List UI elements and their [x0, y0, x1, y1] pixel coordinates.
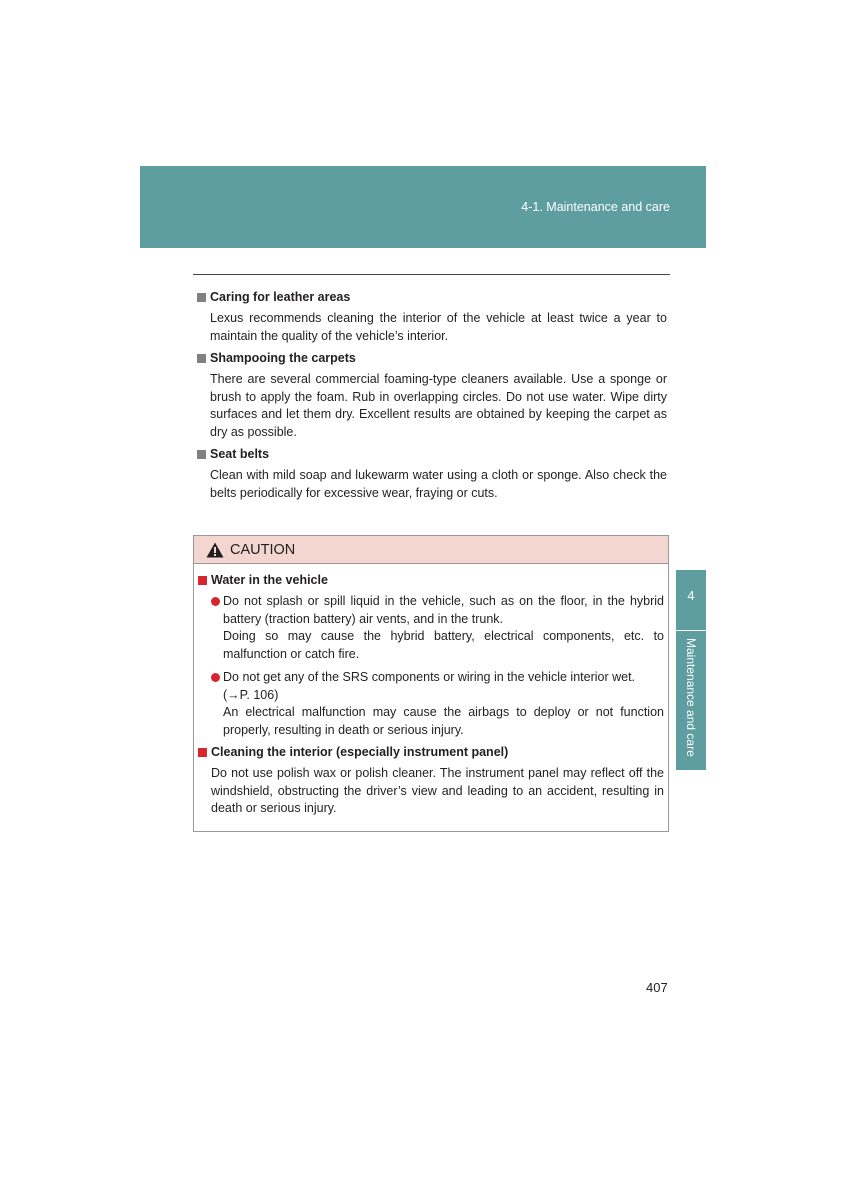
heading-text: Shampooing the carpets	[210, 351, 356, 365]
dot-bullet-icon	[211, 597, 220, 606]
section-body: Clean with mild soap and lukewarm water using a cloth or sponge. Also check the belts periodically for excessive wear, fraying or cuts.	[210, 468, 667, 500]
section-heading	[197, 351, 667, 365]
caution-heading	[198, 573, 664, 587]
caution-body	[194, 564, 668, 818]
page-reference: (→P. 106)	[223, 687, 279, 702]
square-bullet-icon	[197, 450, 206, 459]
chapter-tab	[676, 570, 706, 770]
section-title: 4-1. Maintenance and care	[521, 200, 670, 214]
caution-bullet	[211, 593, 664, 663]
caution-bullet	[211, 669, 664, 739]
page-number: 407	[646, 980, 668, 995]
warning-triangle-icon	[206, 542, 224, 558]
square-bullet-icon	[197, 354, 206, 363]
caution-box	[193, 535, 669, 832]
heading-text: Caring for leather areas	[210, 290, 351, 304]
bullet-text: Do not splash or spill liquid in the vehicle, such as on the floor, in the hybrid battery (traction battery) air vents, and in the trunk.	[223, 594, 664, 626]
bullet-note: An electrical malfunction may cause the airbags to deploy or not function properly, resulting in death or serious injury.	[223, 705, 664, 737]
heading-text: Seat belts	[210, 447, 270, 461]
bullet-text: Do not get any of the SRS components or wiring in the vehicle interior wet.	[223, 670, 636, 684]
bullet-content	[223, 593, 664, 663]
section-body: Lexus recommends cleaning the interior of the vehicle at least twice a year to maintain the quality of the vehicle’s interior.	[210, 311, 667, 343]
caution-header	[194, 536, 668, 564]
square-bullet-icon	[198, 576, 207, 585]
section-heading	[197, 447, 667, 461]
main-content	[197, 290, 667, 508]
chapter-number: 4	[687, 588, 695, 603]
caution-title: CAUTION	[230, 541, 296, 558]
top-rule	[193, 274, 670, 275]
heading-text: Water in the vehicle	[211, 573, 328, 587]
tab-divider	[676, 630, 706, 631]
heading-text: Cleaning the interior (especially instrument panel)	[211, 745, 509, 759]
square-bullet-icon	[198, 748, 207, 757]
header-band	[140, 166, 706, 248]
bullet-content	[223, 669, 664, 739]
section-heading	[197, 290, 667, 304]
square-bullet-icon	[197, 293, 206, 302]
caution-body-text: Do not use polish wax or polish cleaner. The instrument panel may reflect off the windshield, obstructing the driver’s view and leading to an accident, resulting in death or serious injury.	[211, 766, 664, 815]
dot-bullet-icon	[211, 673, 220, 682]
chapter-label: Maintenance and care	[684, 638, 698, 757]
section-body: There are several commercial foaming-type cleaners available. Use a sponge or brush to apply the foam. Rub in overlapping circles. Do not use water. Wipe dirty surfaces and let them dry. Excellent results are obtained by keeping the carpet as dry as possible.	[210, 372, 667, 439]
bullet-note: Doing so may cause the hybrid battery, electrical components, etc. to malfunction or catch fire.	[223, 629, 664, 661]
caution-heading	[198, 745, 664, 759]
